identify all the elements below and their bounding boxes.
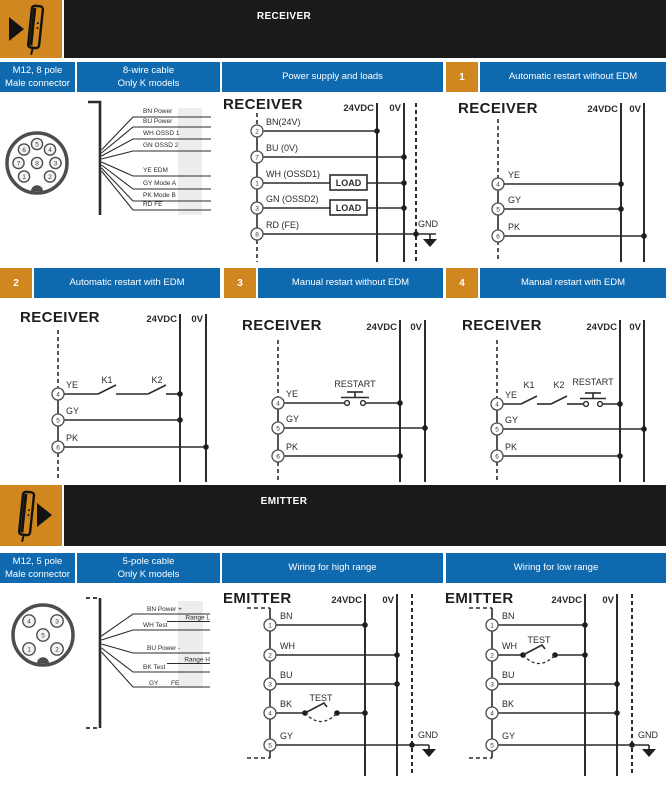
header-connector-8pole xyxy=(0,62,75,92)
pin-number: 3 xyxy=(268,681,272,689)
test-switch xyxy=(302,693,340,722)
wire-label: BU (0V) xyxy=(266,143,299,153)
receiver-banner-label: RECEIVER xyxy=(256,11,312,22)
wire-label: BN Power xyxy=(143,108,173,115)
header-diagram-1 xyxy=(480,62,666,92)
power-supply-diagram xyxy=(222,95,445,267)
header-line: Power supply and loads xyxy=(282,71,383,83)
wire-label: BU xyxy=(280,670,293,680)
wire-label: GN (OSSD2) xyxy=(266,194,319,204)
receiver-device-icon xyxy=(27,5,43,55)
pin-number: 3 xyxy=(255,205,259,213)
header-line: Only K models xyxy=(117,569,180,580)
diagram-title: EMITTER xyxy=(445,590,514,607)
rail-label-0v: 0V xyxy=(602,595,614,606)
beam-arrow-icon xyxy=(9,17,24,41)
rail-label-24vdc: 24VDC xyxy=(551,595,582,606)
wire-label: GY xyxy=(149,680,159,687)
diagram-title: EMITTER xyxy=(223,590,292,607)
wire-label: BK xyxy=(502,699,515,709)
header-diagram-4 xyxy=(480,268,666,298)
wire-label: GY xyxy=(66,406,80,416)
wire-label: BN(24V) xyxy=(266,117,301,127)
pin-number: 6 xyxy=(276,453,280,461)
pin-number: 1 xyxy=(22,173,26,181)
diagram-title: RECEIVER xyxy=(20,309,100,326)
pin-number: 6 xyxy=(56,444,60,452)
header-number-3: 3 xyxy=(224,268,256,298)
rail-label-0v: 0V xyxy=(382,595,394,606)
pin-number: 4 xyxy=(496,181,500,189)
header-line: Wiring for high range xyxy=(288,562,377,574)
wire-label: WH OSSD 1 xyxy=(143,130,180,137)
rail-label-0v: 0V xyxy=(410,322,422,333)
header-line: Only K models xyxy=(117,78,180,89)
rail-label-0v: 0V xyxy=(389,103,401,114)
wire-label: RD FE xyxy=(143,201,163,208)
receiver-banner xyxy=(64,0,666,58)
load-2 xyxy=(330,200,367,215)
ground-symbol xyxy=(638,730,659,757)
pin-number: 5 xyxy=(35,141,39,149)
device-pins xyxy=(492,170,521,242)
wires xyxy=(64,417,209,450)
wire-label: BN xyxy=(280,611,293,621)
wire-label: GY xyxy=(286,414,300,424)
diagram-4-manual-restart-edm xyxy=(444,306,666,484)
wire-label: GY Mode A xyxy=(143,180,177,187)
test-label: TEST xyxy=(527,635,551,645)
restart-button xyxy=(284,379,403,406)
header-number-4: 4 xyxy=(446,268,478,298)
beam-arrow-icon xyxy=(37,503,52,527)
pin-number: 6 xyxy=(496,233,500,241)
header-high-range xyxy=(222,553,443,583)
header-power-supply xyxy=(222,62,443,92)
header-line: Automatic restart without EDM xyxy=(508,71,638,83)
wire-label: BU Power - xyxy=(147,645,181,652)
diagram-3-manual-restart-no-edm xyxy=(222,306,444,484)
pin-number: 5 xyxy=(496,206,500,214)
receiver-icon-tile xyxy=(0,0,62,58)
k1-label: K1 xyxy=(101,375,113,385)
device-pins xyxy=(251,117,320,240)
pin-number: 5 xyxy=(268,742,272,750)
header-diagram-2 xyxy=(34,268,220,298)
device-pins xyxy=(491,390,518,462)
diagram-1-auto-restart-no-edm xyxy=(450,95,666,267)
load-label: LOAD xyxy=(335,178,362,188)
m12-5pole-connector-diagram xyxy=(0,598,90,678)
pin-number: 3 xyxy=(490,681,494,689)
wires xyxy=(503,426,647,459)
pin-number: 5 xyxy=(490,742,494,750)
wire-label: YE xyxy=(286,389,299,399)
test-label: TEST xyxy=(309,693,333,703)
emitter-banner-label: EMITTER xyxy=(260,496,308,507)
test-switch xyxy=(520,635,558,664)
wire-label: PK xyxy=(505,442,518,452)
emitter-device-icon xyxy=(18,491,34,542)
gnd-label: GND xyxy=(418,219,438,229)
emitter-low-range-diagram xyxy=(445,590,666,782)
pin-number: 2 xyxy=(48,173,52,181)
wire-label: WH (OSSD1) xyxy=(266,169,320,179)
wire-label: PK xyxy=(508,222,521,232)
pin-number: 2 xyxy=(255,128,259,136)
wire-label: GN OSSD 2 xyxy=(143,142,179,149)
pin-number: 2 xyxy=(490,652,494,660)
diagram-title: RECEIVER xyxy=(462,317,542,334)
rail-label-24vdc: 24VDC xyxy=(146,314,177,325)
label-backdrop xyxy=(178,108,202,215)
pin-number: 2 xyxy=(268,652,272,660)
rail-label-24vdc: 24VDC xyxy=(366,322,397,333)
rail-label-24vdc: 24VDC xyxy=(587,104,618,115)
pin-number: 6 xyxy=(22,146,26,154)
wire-label: YE EDM xyxy=(143,167,168,174)
pin-number: 3 xyxy=(55,618,59,626)
pin-number: 7 xyxy=(255,154,259,162)
pin-number: 4 xyxy=(276,400,280,408)
wire-label: GY xyxy=(505,415,519,425)
wire-label: BK xyxy=(280,699,293,709)
wire-label: GY xyxy=(280,731,294,741)
restart-label: RESTART xyxy=(572,377,614,387)
k2-label: K2 xyxy=(553,380,565,390)
header-line: 5-pole cable xyxy=(122,555,175,567)
header-line: Male connector xyxy=(5,78,70,89)
cable-8wire-diagram xyxy=(85,96,225,256)
load-label: LOAD xyxy=(335,203,362,213)
wire-label: WH Test xyxy=(143,622,168,629)
device-pins xyxy=(264,611,295,751)
wires xyxy=(498,622,649,748)
wire-label: GY xyxy=(508,195,522,205)
wire-label: YE xyxy=(505,390,518,400)
restart-label: RESTART xyxy=(334,379,376,389)
wire-label: BN Power + xyxy=(147,606,182,613)
wire-label: FE xyxy=(171,680,180,687)
pin-number: 5 xyxy=(56,417,60,425)
pin-number: 4 xyxy=(268,710,272,718)
header-diagram-3 xyxy=(258,268,443,298)
rail-label-0v: 0V xyxy=(629,104,641,115)
emitter-banner xyxy=(64,485,666,546)
diagram-title: RECEIVER xyxy=(242,317,322,334)
cable-trunk xyxy=(88,102,100,215)
wires xyxy=(284,425,428,459)
wire-label: WH xyxy=(502,641,517,651)
pin-number: 7 xyxy=(16,160,21,168)
light-curtain-emitter-icon xyxy=(0,485,62,546)
pin-number: 8 xyxy=(255,231,259,239)
pin-number: 1 xyxy=(255,180,259,188)
pin-number: 4 xyxy=(56,391,60,399)
header-line: Automatic restart with EDM xyxy=(69,277,185,289)
edm-contacts xyxy=(64,375,183,397)
rail-label-24vdc: 24VDC xyxy=(331,595,362,606)
emitter-icon-tile xyxy=(0,485,62,546)
rail-label-24vdc: 24VDC xyxy=(343,103,374,114)
wires xyxy=(276,622,429,748)
pin-number: 1 xyxy=(268,622,272,630)
wire-label: Range H xyxy=(184,656,210,664)
wire-label: WH xyxy=(280,641,295,651)
wire-label: BU Power xyxy=(143,118,173,125)
k2-label: K2 xyxy=(151,375,163,385)
pin-number: 1 xyxy=(27,646,31,654)
header-line: Wiring for low range xyxy=(513,562,599,574)
gnd-label: GND xyxy=(638,730,658,740)
pin-number: 4 xyxy=(27,618,31,626)
header-number-2: 2 xyxy=(0,268,32,298)
device-pins xyxy=(52,380,79,453)
light-curtain-receiver-icon xyxy=(0,0,62,58)
wire-label: BK Test xyxy=(143,664,166,671)
gnd-label: GND xyxy=(418,730,438,740)
m12-8pole-connector-diagram xyxy=(0,125,90,205)
pin-number: 4 xyxy=(490,710,494,718)
header-line: M12, 8 pole xyxy=(12,64,63,76)
pin-number: 8 xyxy=(35,160,39,168)
wire-label: Range L xyxy=(185,614,210,622)
header-line: Manual restart with EDM xyxy=(520,277,625,289)
pin-number: 4 xyxy=(495,401,499,409)
diagram-2-auto-restart-edm xyxy=(0,306,222,484)
pin-number: 4 xyxy=(48,146,52,154)
wire-label: RD (FE) xyxy=(266,220,299,230)
wire-label: GY xyxy=(502,731,516,741)
load-1 xyxy=(330,175,367,190)
pin-number: 5 xyxy=(495,426,499,434)
device-pins xyxy=(272,389,299,462)
rail-label-24vdc: 24VDC xyxy=(586,322,617,333)
header-line: Manual restart without EDM xyxy=(291,277,410,289)
diagram-title: RECEIVER xyxy=(223,96,303,113)
edm-restart-chain xyxy=(503,377,623,407)
wire-label: BN xyxy=(502,611,515,621)
ground-symbol xyxy=(418,219,439,247)
wire-label: PK xyxy=(66,433,79,443)
cable-5pole-diagram xyxy=(85,592,225,742)
pin-number: 3 xyxy=(53,160,58,168)
pin-number: 2 xyxy=(55,646,59,654)
header-number-1: 1 xyxy=(446,62,478,92)
device-pins xyxy=(486,611,517,751)
cable-wire-labels xyxy=(143,108,180,208)
header-line: Male connector xyxy=(5,569,70,580)
header-line: M12, 5 pole xyxy=(12,555,63,567)
wire-label: YE xyxy=(66,380,79,390)
pin-number: 6 xyxy=(495,453,499,461)
rail-label-0v: 0V xyxy=(191,314,203,325)
pin-number: 5 xyxy=(41,632,45,640)
header-connector-5pole xyxy=(0,553,75,583)
wire-label: PK Mode B xyxy=(143,192,176,199)
wire-label: PK xyxy=(286,442,299,452)
k1-label: K1 xyxy=(523,380,535,390)
header-low-range xyxy=(446,553,666,583)
wire-label: BU xyxy=(502,670,515,680)
header-line: 8-wire cable xyxy=(122,64,175,76)
emitter-high-range-diagram xyxy=(222,590,445,782)
rail-label-0v: 0V xyxy=(629,322,641,333)
header-cable-5pole xyxy=(77,553,220,583)
diagram-title: RECEIVER xyxy=(458,100,538,117)
pin-number: 1 xyxy=(490,622,494,630)
header-cable-8wire xyxy=(77,62,220,92)
pin-number: 5 xyxy=(276,425,280,433)
wires xyxy=(504,181,647,239)
ground-symbol xyxy=(418,730,439,757)
wire-label: YE xyxy=(508,170,521,180)
